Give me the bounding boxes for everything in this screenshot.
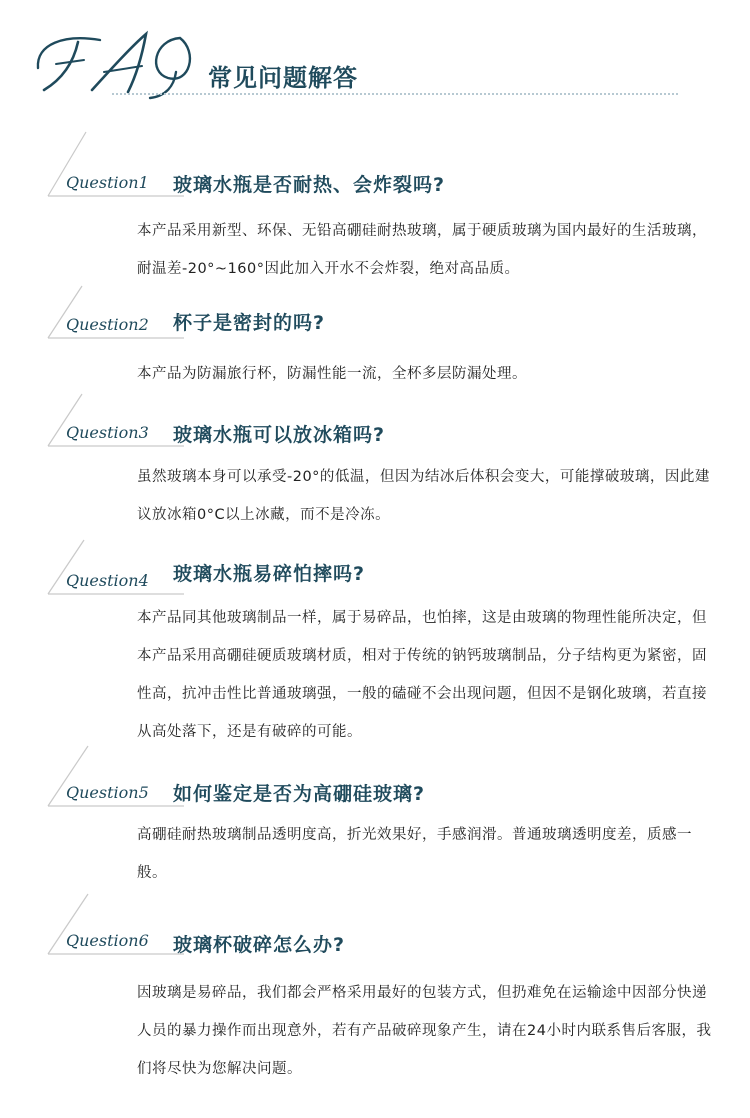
svg-text:Question6: Question6 — [66, 931, 149, 950]
faq-item — [0, 536, 750, 756]
question-label-graphic — [44, 128, 184, 198]
answer-text: 因玻璃是易碎品，我们都会严格采用最好的包装方式，但扔难免在运输途中因部分快递人员的暴力操作而出现意外，若有产品破碎现象产生，请在24小时内联系售后客服，我们将尽快为您解决问题。 — [137, 985, 712, 1077]
faq-script-logo — [30, 20, 205, 100]
question-label-graphic — [44, 390, 184, 450]
page-title: 常见问题解答 — [208, 64, 358, 92]
answer-text: 虽然玻璃本身可以承受-20°的低温，但因为结冰后体积会变大，可能撑破玻璃，因此建议放冰箱0°C以上冰藏，而不是冷冻。 — [137, 469, 710, 523]
svg-text:Question5: Question5 — [66, 783, 149, 802]
faq-item — [0, 282, 750, 394]
question-text: 杯子是密封的吗? — [173, 312, 326, 334]
question-text: 如何鉴定是否为高硼硅玻璃? — [173, 783, 426, 805]
question-label-graphic — [44, 742, 184, 810]
faq-item — [0, 890, 750, 1118]
svg-text:FAQ: FAQ — [30, 20, 32, 21]
svg-text:Question4: Question4 — [66, 571, 149, 590]
svg-text:Question1: Question1 — [66, 173, 149, 192]
question-text: 玻璃水瓶可以放冰箱吗? — [173, 424, 386, 446]
answer-text: 本产品为防漏旅行杯，防漏性能一流，全杯多层防漏处理。 — [137, 366, 527, 382]
svg-text:Question2: Question2 — [66, 315, 149, 334]
faq-item — [0, 390, 750, 540]
question-label-graphic — [44, 282, 184, 342]
faq-item — [0, 128, 750, 288]
faq-header — [0, 0, 750, 110]
answer-text: 本产品同其他玻璃制品一样，属于易碎品，也怕摔，这是由玻璃的物理性能所决定，但本产品采用高硼硅硬质玻璃材质，相对于传统的钠钙玻璃制品，分子结构更为紧密，固性高，抗冲击性比普通玻璃强，一般的磕碰不会出现问题，但因不是钢化玻璃，若直接从高处落下，还是有破碎的可能。 — [137, 610, 707, 740]
svg-text:Question3: Question3 — [66, 423, 149, 442]
question-text: 玻璃水瓶是否耐热、会炸裂吗? — [173, 174, 446, 196]
answer-text: 本产品采用新型、环保、无铅高硼硅耐热玻璃，属于硬质玻璃为国内最好的生活玻璃，耐温差-20°~160°因此加入开水不会炸裂，绝对高品质。 — [137, 223, 707, 277]
question-text: 玻璃杯破碎怎么办? — [173, 934, 346, 956]
question-text: 玻璃水瓶易碎怕摔吗? — [173, 563, 366, 585]
answer-text: 高硼硅耐热玻璃制品透明度高，折光效果好，手感润滑。普通玻璃透明度差，质感一般。 — [137, 827, 692, 881]
question-label-graphic — [44, 890, 184, 958]
header-dotted-divider — [112, 93, 678, 95]
question-label-graphic — [44, 536, 184, 598]
faq-item — [0, 742, 750, 892]
